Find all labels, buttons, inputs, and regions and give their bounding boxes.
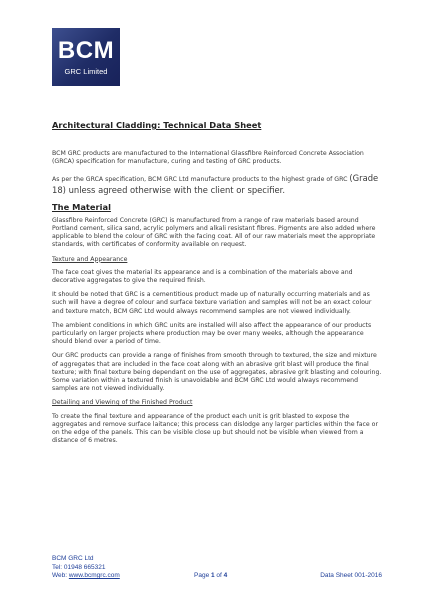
- texture-paragraph-1: The face coat gives the material its appearance and is a combination of the materials above and decorative aggregates to give the required finish.: [52, 268, 353, 285]
- page-number: [194, 572, 227, 581]
- material-paragraph: Glassfibre Reinforced Concrete (GRC) is manufactured from a range of raw materials based around Portland cement, silica sand, acrylic polymers and alkali resistant fibres. Pigments are also added where applicable to blend the colour of GRC with the facing coat. All of our raw materials meet the appropriate standards, with certificates of conformity available on request.: [52, 216, 376, 249]
- footer-tel: Tel: 01948 665321: [52, 563, 106, 571]
- footer-web: [52, 572, 120, 581]
- data-sheet-number: Data Sheet 001-2016: [320, 572, 382, 579]
- footer-web-label: Web:: [52, 572, 69, 579]
- page-prefix: Page: [194, 572, 211, 579]
- page-total: 4: [223, 572, 228, 579]
- logo-main-text: BCM: [57, 37, 115, 64]
- document-title: Architectural Cladding: Technical Data Sheet: [52, 120, 262, 130]
- material-heading: The Material: [52, 201, 111, 212]
- spec-grade-text: (Grade 18) unless agreed otherwise with the client or specifier.: [52, 173, 379, 195]
- detailing-paragraph: To create the final texture and appearance of the product each unit is grit blasted to expose the aggregates and remove surface laitance; this process can dislodge any larger particles within the face or on the edge of the panels. This can be visible close up but should not be visible when viewed from a distance of 6 metres.: [52, 412, 379, 445]
- intro-paragraph: BCM GRC products are manufactured to the International Glassfibre Reinforced Concrete Association (GRCA) specification for manufacture, curing and testing of GRC products.: [52, 150, 364, 166]
- page-footer: [52, 555, 382, 581]
- page-mid: of: [214, 572, 224, 579]
- detailing-heading: Detailing and Viewing of the Finished Product: [52, 399, 193, 407]
- logo-sub-text: GRC Limited: [64, 67, 108, 76]
- texture-paragraph-3: The ambient conditions in which GRC units are installed will also affect the appearance of our products particularly on larger projects where production may be over many weeks, although the appearance should blend over a period of time.: [52, 321, 372, 346]
- page-current: 1: [211, 572, 215, 579]
- spec-text: As per the GRCA specification, BCM GRC Ltd manufacture products to the highest grade of GRC: [52, 176, 350, 184]
- document-body: [52, 120, 382, 451]
- website-link[interactable]: www.bcmgrc.com: [68, 572, 120, 579]
- texture-paragraph-2: It should be noted that GRC is a cementitious product made up of naturally occurring materials and as such will have a degree of colour and surface texture variation and samples will not be an exact colour and texture match, BCM GRC Ltd would always recommend samples are not viewed individually.: [52, 291, 372, 315]
- texture-paragraph-4: Our GRC products can provide a range of finishes from smooth through to textured, the size and mixture of aggregates that are included in the face coat along with an abrasive grit blast will produce the final texture; with final texture being dependant on the use of aggregates, abrasive grit blasting and colouring. Some variation within a textured finish is unavoidable and BCM GRC Ltd would always recommend samples are not viewed individually.: [52, 352, 382, 393]
- bcm-logo: [52, 28, 120, 86]
- spec-paragraph: [52, 173, 382, 195]
- texture-heading: Texture and Appearance: [52, 255, 128, 263]
- footer-company: BCM GRC Ltd: [52, 555, 94, 562]
